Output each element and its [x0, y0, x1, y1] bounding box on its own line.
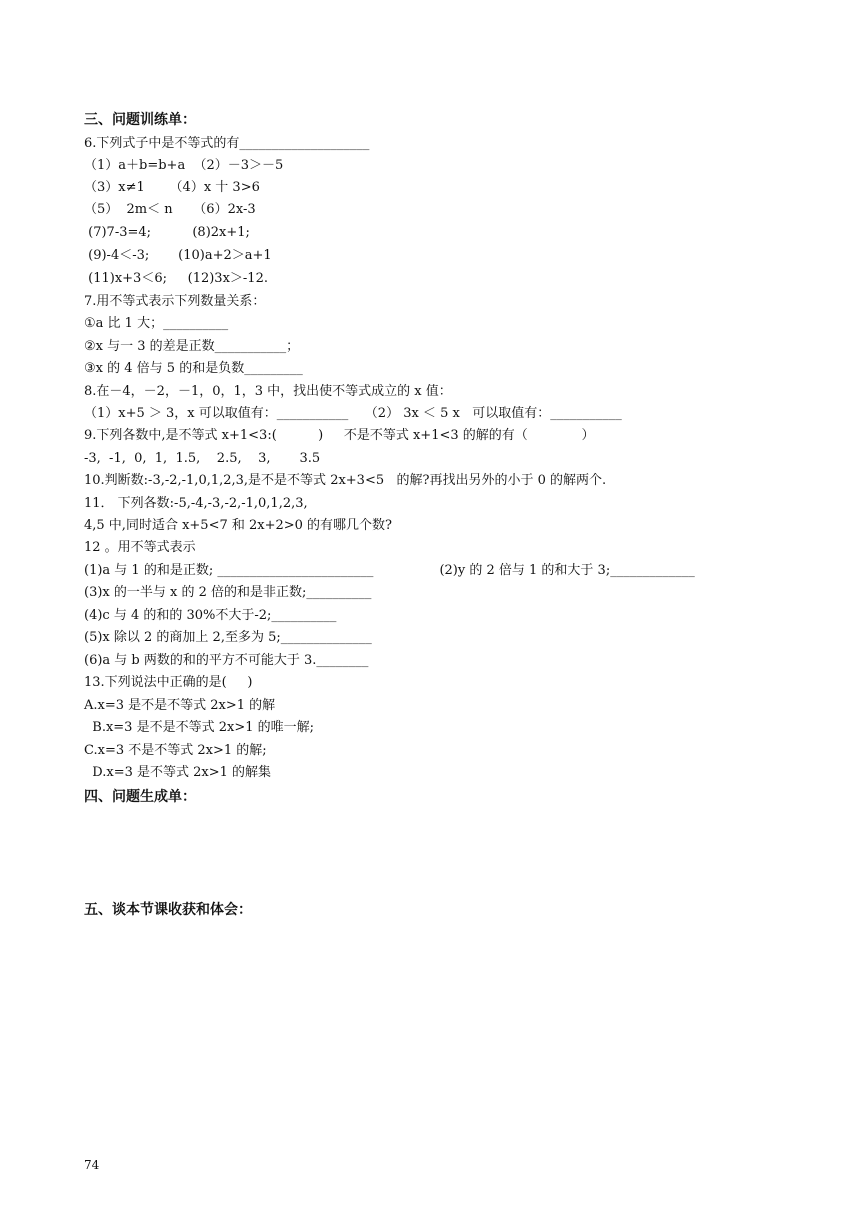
question-line: -3, -1, 0, 1, 1.5, 2.5, 3, 3.5: [84, 451, 321, 466]
question-line: 7.用不等式表示下列数量关系：: [84, 294, 266, 309]
question-line: （1）a＋b=b+a （2）－3＞－5: [84, 158, 284, 173]
question-line: (6)a 与 b 两数的和的平方不可能大于 3.________: [84, 653, 369, 668]
question-line: 12 。用不等式表示: [84, 540, 196, 555]
question-line: 10.判断数:-3,-2,-1,0,1,2,3,是不是不等式 2x+3<5 的解?再找出另外的小于 0 的解两个.: [84, 473, 607, 488]
question-line: (1)a 与 1 的和是正数; ________________________ (2)y 的 2 倍与 1 的和大于 3;_____________: [84, 563, 695, 578]
section-heading-4: 四、问题生成单：: [84, 789, 196, 805]
question-line: （5） 2m＜ n （6）2x-3: [84, 202, 256, 217]
question-line: (4)c 与 4 的和的 30%不大于-2;__________: [84, 608, 337, 623]
page-number: 74: [84, 1158, 100, 1172]
section-heading-3: 三、问题训练单：: [84, 112, 196, 128]
question-line: C.x=3 不是不等式 2x>1 的解;: [84, 743, 267, 758]
question-line: 13.下列说法中正确的是( ): [84, 675, 253, 690]
section-heading-5: 五、谈本节课收获和体会：: [84, 902, 252, 918]
question-line: （1）x+5 ＞ 3，x 可以取值有：___________ （2） 3x ＜ 5 x 可以取值有：___________: [84, 406, 622, 421]
question-line: B.x=3 是不是不等式 2x>1 的唯一解;: [84, 720, 314, 735]
question-line: 11． 下列各数:-5,-4,-3,-2,-1,0,1,2,3,: [84, 496, 308, 511]
question-line: (11)x+3＜6; (12)3x＞-12.: [84, 271, 268, 286]
question-line: (9)-4＜-3; (10)a+2＞a+1: [84, 248, 272, 263]
question-line: (5)x 除以 2 的商加上 2,至多为 5;______________: [84, 630, 372, 645]
question-line: 9.下列各数中,是不等式 x+1<3:( ) 不是不等式 x+1<3 的解的有（ ）: [84, 428, 595, 443]
question-line: ②x 与一 3 的差是正数___________；: [84, 339, 300, 354]
question-line: 4,5 中,同时适合 x+5<7 和 2x+2>0 的有哪几个数?: [84, 518, 393, 533]
question-line: 8.在－4，－2，－1，0，1，3 中，找出使不等式成立的 x 值：: [84, 384, 452, 399]
question-line: 6.下列式子中是不等式的有____________________: [84, 136, 370, 151]
question-line: (3)x 的一半与 x 的 2 倍的和是非正数;__________: [84, 585, 372, 600]
question-line: (7)7-3=4; (8)2x+1;: [84, 225, 250, 240]
question-line: （3）x≠1 （4）x 十 3>6: [84, 180, 260, 195]
question-line: D.x=3 是不等式 2x>1 的解集: [84, 765, 272, 780]
question-line: ③x 的 4 倍与 5 的和是负数_________: [84, 361, 303, 376]
question-line: ①a 比 1 大；__________: [84, 316, 229, 331]
question-line: A.x=3 是不是不等式 2x>1 的解: [84, 698, 276, 713]
